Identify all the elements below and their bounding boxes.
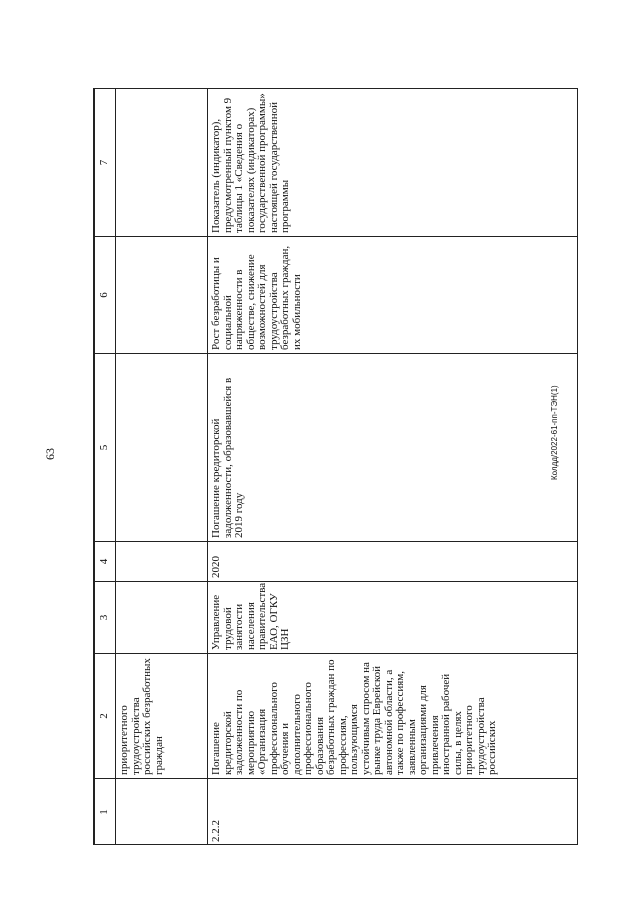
cont-cell-result — [116, 354, 208, 542]
header-col-2: 2 — [95, 654, 116, 779]
header-col-5: 5 — [95, 354, 116, 542]
table-header-row — [95, 89, 116, 846]
program-measures-table — [94, 88, 578, 845]
header-col-4: 4 — [95, 542, 116, 582]
program-table-frame — [93, 88, 578, 845]
header-col-6: 6 — [95, 237, 116, 354]
cell-expected-result: Погашение кредиторской задолженности, образовавшейся в 2019 году — [208, 354, 578, 542]
table-row-2-2-2 — [208, 89, 578, 846]
cont-cell-measure: приоритетного трудоустройства российских безработных граждан — [116, 654, 208, 779]
cont-cell-consequence — [116, 237, 208, 354]
document-code: Колдд/2022-61-пп-ТЭН(1) — [550, 385, 559, 480]
cell-measure-name: Погашение кредиторской задолженности по мероприятию «Организация профессионального обучения и дополнительного профессионального образования безработных граждан по профессиям, пользующимся устойчивым спросом на рынке труда Еврейской автономной области, а также по профессиям, заявленным организациями для привлечения иностранной рабочей силы, в целях приоритетного трудоустройства российских — [208, 654, 578, 779]
cont-cell-indicator — [116, 89, 208, 237]
table-row-continuation — [116, 89, 208, 846]
cell-indicator-link: Показатель (индикатор), предусмотренный пунктом 9 таблицы 1 «Сведения о показателях (индикаторах) государственной программы» настоящей государственной программы — [208, 89, 578, 237]
header-col-7: 7 — [95, 89, 116, 237]
cell-executor: Управление трудовой занятости населения правительства ЕАО, ОГКУ ЦЗН — [208, 582, 578, 654]
cont-cell-num — [116, 779, 208, 846]
header-col-1: 1 — [95, 779, 116, 846]
cell-consequence: Рост безработицы и социальной напряженности в обществе, снижение возможностей для трудоустройства безработных граждан, их мобильности — [208, 237, 578, 354]
cont-cell-year — [116, 542, 208, 582]
cont-cell-executor — [116, 582, 208, 654]
header-col-3: 3 — [95, 582, 116, 654]
page-number: 63 — [43, 448, 57, 460]
cell-year: 2020 — [208, 542, 578, 582]
cell-item-number: 2.2.2 — [208, 779, 578, 846]
